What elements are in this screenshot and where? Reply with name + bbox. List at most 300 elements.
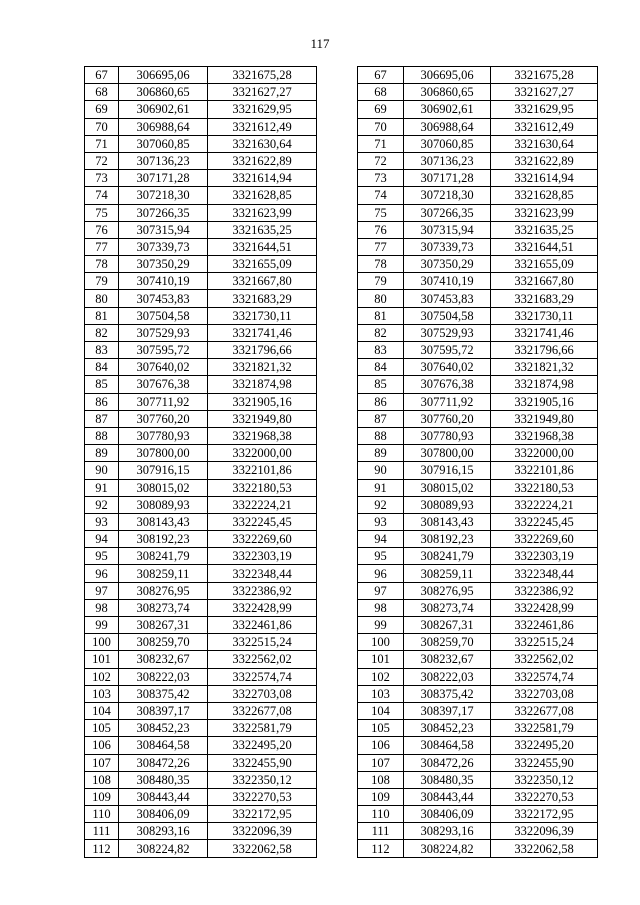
x-coordinate-cell: 308480,35 [119, 771, 208, 788]
y-coordinate-cell: 3321655,09 [491, 256, 598, 273]
point-number-cell: 111 [358, 823, 404, 840]
point-number-cell: 73 [358, 170, 404, 187]
x-coordinate-cell: 307060,85 [404, 135, 491, 152]
table-row [358, 771, 598, 788]
x-coordinate-cell: 306860,65 [119, 84, 208, 101]
x-coordinate-cell: 307315,94 [119, 221, 208, 238]
point-number-cell: 91 [85, 479, 119, 496]
table-row [358, 445, 598, 462]
y-coordinate-cell: 3322495,20 [491, 737, 598, 754]
x-coordinate-cell: 308224,82 [404, 840, 491, 857]
x-coordinate-cell: 306988,64 [404, 118, 491, 135]
table-row [358, 221, 598, 238]
table-row [85, 685, 317, 702]
y-coordinate-cell: 3322574,74 [491, 668, 598, 685]
table-row [85, 84, 317, 101]
point-number-cell: 100 [85, 634, 119, 651]
table-row [358, 754, 598, 771]
point-number-cell: 69 [85, 101, 119, 118]
point-number-cell: 110 [358, 806, 404, 823]
point-number-cell: 105 [358, 720, 404, 737]
y-coordinate-cell: 3321741,46 [491, 324, 598, 341]
table-row [358, 651, 598, 668]
x-coordinate-cell: 308375,42 [404, 685, 491, 702]
y-coordinate-cell: 3322386,92 [491, 582, 598, 599]
y-coordinate-cell: 3322180,53 [491, 479, 598, 496]
y-coordinate-cell: 3322461,86 [208, 617, 317, 634]
point-number-cell: 86 [85, 393, 119, 410]
page-number: 117 [310, 36, 330, 51]
y-coordinate-cell: 3322455,90 [208, 754, 317, 771]
table-row [85, 393, 317, 410]
point-number-cell: 98 [358, 599, 404, 616]
y-coordinate-cell: 3321667,80 [208, 273, 317, 290]
x-coordinate-cell: 308293,16 [404, 823, 491, 840]
y-coordinate-cell: 3322269,60 [491, 531, 598, 548]
x-coordinate-cell: 307136,23 [119, 152, 208, 169]
point-number-cell: 98 [85, 599, 119, 616]
x-coordinate-cell: 308406,09 [119, 806, 208, 823]
point-number-cell: 97 [358, 582, 404, 599]
point-number-cell: 83 [85, 342, 119, 359]
point-number-cell: 76 [85, 221, 119, 238]
y-coordinate-cell: 3322101,86 [491, 462, 598, 479]
y-coordinate-cell: 3322677,08 [491, 702, 598, 719]
point-number-cell: 101 [358, 651, 404, 668]
x-coordinate-cell: 308267,31 [404, 617, 491, 634]
table-row [358, 565, 598, 582]
point-number-cell: 84 [85, 359, 119, 376]
x-coordinate-cell: 307760,20 [119, 410, 208, 427]
point-number-cell: 99 [85, 617, 119, 634]
table-row [85, 462, 317, 479]
table-row [85, 720, 317, 737]
point-number-cell: 95 [358, 548, 404, 565]
table-row [358, 307, 598, 324]
x-coordinate-cell: 308375,42 [119, 685, 208, 702]
y-coordinate-cell: 3322677,08 [208, 702, 317, 719]
point-number-cell: 106 [358, 737, 404, 754]
table-row [85, 668, 317, 685]
x-coordinate-cell: 306695,06 [404, 67, 491, 84]
y-coordinate-cell: 3322348,44 [491, 565, 598, 582]
table-row [358, 668, 598, 685]
y-coordinate-cell: 3322000,00 [208, 445, 317, 462]
table-row [358, 617, 598, 634]
table-row [358, 410, 598, 427]
point-number-cell: 91 [358, 479, 404, 496]
x-coordinate-cell: 308224,82 [119, 840, 208, 857]
table-row [85, 342, 317, 359]
x-coordinate-cell: 307453,83 [404, 290, 491, 307]
table-row [358, 788, 598, 805]
point-number-cell: 67 [358, 67, 404, 84]
x-coordinate-cell: 308192,23 [119, 531, 208, 548]
y-coordinate-cell: 3321622,89 [491, 152, 598, 169]
y-coordinate-cell: 3321874,98 [491, 376, 598, 393]
x-coordinate-cell: 307410,19 [119, 273, 208, 290]
y-coordinate-cell: 3322455,90 [491, 754, 598, 771]
y-coordinate-cell: 3321796,66 [491, 342, 598, 359]
table-row [358, 359, 598, 376]
table-row [85, 359, 317, 376]
point-number-cell: 94 [358, 531, 404, 548]
x-coordinate-cell: 307711,92 [404, 393, 491, 410]
table-row [358, 170, 598, 187]
y-coordinate-cell: 3322224,21 [208, 496, 317, 513]
table-row [85, 376, 317, 393]
table-row [358, 118, 598, 135]
table-row [85, 634, 317, 651]
table-row [358, 101, 598, 118]
point-number-cell: 96 [358, 565, 404, 582]
x-coordinate-cell: 308241,79 [119, 548, 208, 565]
y-coordinate-cell: 3321683,29 [208, 290, 317, 307]
x-coordinate-cell: 307136,23 [404, 152, 491, 169]
y-coordinate-cell: 3321683,29 [491, 290, 598, 307]
y-coordinate-cell: 3322096,39 [491, 823, 598, 840]
x-coordinate-cell: 307266,35 [404, 204, 491, 221]
x-coordinate-cell: 307504,58 [404, 307, 491, 324]
point-number-cell: 90 [85, 462, 119, 479]
point-number-cell: 112 [85, 840, 119, 857]
x-coordinate-cell: 308406,09 [404, 806, 491, 823]
point-number-cell: 70 [358, 118, 404, 135]
x-coordinate-cell: 308259,70 [404, 634, 491, 651]
y-coordinate-cell: 3322096,39 [208, 823, 317, 840]
point-number-cell: 73 [85, 170, 119, 187]
table-row [358, 531, 598, 548]
table-row [85, 479, 317, 496]
point-number-cell: 112 [358, 840, 404, 857]
x-coordinate-cell: 308143,43 [404, 513, 491, 530]
y-coordinate-cell: 3322245,45 [208, 513, 317, 530]
point-number-cell: 105 [85, 720, 119, 737]
table-row [358, 840, 598, 857]
table-row [85, 238, 317, 255]
x-coordinate-cell: 308259,11 [404, 565, 491, 582]
table-row [85, 307, 317, 324]
point-number-cell: 95 [85, 548, 119, 565]
y-coordinate-cell: 3322270,53 [491, 788, 598, 805]
table-row [358, 204, 598, 221]
table-row [85, 204, 317, 221]
y-coordinate-cell: 3321612,49 [208, 118, 317, 135]
x-coordinate-cell: 307529,93 [119, 324, 208, 341]
point-number-cell: 107 [85, 754, 119, 771]
point-number-cell: 76 [358, 221, 404, 238]
y-coordinate-cell: 3321614,94 [208, 170, 317, 187]
point-number-cell: 79 [85, 273, 119, 290]
point-number-cell: 69 [358, 101, 404, 118]
x-coordinate-cell: 308464,58 [119, 737, 208, 754]
point-number-cell: 89 [358, 445, 404, 462]
table-row [358, 84, 598, 101]
y-coordinate-cell: 3322180,53 [208, 479, 317, 496]
y-coordinate-cell: 3322062,58 [208, 840, 317, 857]
y-coordinate-cell: 3321821,32 [208, 359, 317, 376]
y-coordinate-cell: 3322172,95 [491, 806, 598, 823]
y-coordinate-cell: 3322495,20 [208, 737, 317, 754]
table-row [358, 702, 598, 719]
table-row [85, 788, 317, 805]
x-coordinate-cell: 307676,38 [404, 376, 491, 393]
table-row [85, 702, 317, 719]
point-number-cell: 78 [85, 256, 119, 273]
y-coordinate-cell: 3322101,86 [208, 462, 317, 479]
x-coordinate-cell: 306902,61 [404, 101, 491, 118]
point-number-cell: 88 [85, 427, 119, 444]
x-coordinate-cell: 308232,67 [404, 651, 491, 668]
table-row [85, 806, 317, 823]
table-row [358, 290, 598, 307]
table-row [358, 634, 598, 651]
x-coordinate-cell: 307760,20 [404, 410, 491, 427]
table-row [85, 221, 317, 238]
y-coordinate-cell: 3322000,00 [491, 445, 598, 462]
y-coordinate-cell: 3322269,60 [208, 531, 317, 548]
point-number-cell: 108 [85, 771, 119, 788]
y-coordinate-cell: 3322562,02 [491, 651, 598, 668]
point-number-cell: 84 [358, 359, 404, 376]
point-number-cell: 82 [358, 324, 404, 341]
point-number-cell: 92 [85, 496, 119, 513]
y-coordinate-cell: 3322562,02 [208, 651, 317, 668]
table-row [85, 823, 317, 840]
point-number-cell: 106 [85, 737, 119, 754]
point-number-cell: 87 [85, 410, 119, 427]
x-coordinate-cell: 308276,95 [119, 582, 208, 599]
point-number-cell: 90 [358, 462, 404, 479]
y-coordinate-cell: 3321630,64 [491, 135, 598, 152]
y-coordinate-cell: 3321949,80 [491, 410, 598, 427]
point-number-cell: 97 [85, 582, 119, 599]
y-coordinate-cell: 3322703,08 [491, 685, 598, 702]
point-number-cell: 67 [85, 67, 119, 84]
x-coordinate-cell: 307640,02 [119, 359, 208, 376]
point-number-cell: 96 [85, 565, 119, 582]
table-row [358, 462, 598, 479]
y-coordinate-cell: 3321741,46 [208, 324, 317, 341]
x-coordinate-cell: 308241,79 [404, 548, 491, 565]
x-coordinate-cell: 307504,58 [119, 307, 208, 324]
y-coordinate-cell: 3322062,58 [491, 840, 598, 857]
point-number-cell: 109 [85, 788, 119, 805]
y-coordinate-cell: 3322245,45 [491, 513, 598, 530]
x-coordinate-cell: 307529,93 [404, 324, 491, 341]
point-number-cell: 109 [358, 788, 404, 805]
y-coordinate-cell: 3321627,27 [208, 84, 317, 101]
y-coordinate-cell: 3321655,09 [208, 256, 317, 273]
x-coordinate-cell: 307315,94 [404, 221, 491, 238]
table-row [358, 737, 598, 754]
y-coordinate-cell: 3321667,80 [491, 273, 598, 290]
y-coordinate-cell: 3321612,49 [491, 118, 598, 135]
table-row [358, 513, 598, 530]
table-row [358, 67, 598, 84]
x-coordinate-cell: 307339,73 [404, 238, 491, 255]
table-row [358, 256, 598, 273]
point-number-cell: 79 [358, 273, 404, 290]
y-coordinate-cell: 3322224,21 [491, 496, 598, 513]
table-row [85, 410, 317, 427]
y-coordinate-cell: 3322703,08 [208, 685, 317, 702]
x-coordinate-cell: 308472,26 [404, 754, 491, 771]
point-number-cell: 92 [358, 496, 404, 513]
table-row [358, 135, 598, 152]
x-coordinate-cell: 307266,35 [119, 204, 208, 221]
table-row [85, 427, 317, 444]
table-row [358, 685, 598, 702]
table-row [358, 324, 598, 341]
point-number-cell: 104 [85, 702, 119, 719]
x-coordinate-cell: 308452,23 [119, 720, 208, 737]
y-coordinate-cell: 3321644,51 [208, 238, 317, 255]
y-coordinate-cell: 3321627,27 [491, 84, 598, 101]
table-row [358, 496, 598, 513]
x-coordinate-cell: 307410,19 [404, 273, 491, 290]
y-coordinate-cell: 3322386,92 [208, 582, 317, 599]
table-row [85, 118, 317, 135]
point-number-cell: 72 [358, 152, 404, 169]
x-coordinate-cell: 306988,64 [119, 118, 208, 135]
x-coordinate-cell: 308222,03 [404, 668, 491, 685]
y-coordinate-cell: 3322428,99 [491, 599, 598, 616]
x-coordinate-cell: 307676,38 [119, 376, 208, 393]
x-coordinate-cell: 307916,15 [119, 462, 208, 479]
y-coordinate-cell: 3322574,74 [208, 668, 317, 685]
x-coordinate-cell: 307218,30 [119, 187, 208, 204]
x-coordinate-cell: 307218,30 [404, 187, 491, 204]
point-number-cell: 88 [358, 427, 404, 444]
point-number-cell: 83 [358, 342, 404, 359]
y-coordinate-cell: 3321968,38 [491, 427, 598, 444]
table-row [85, 101, 317, 118]
y-coordinate-cell: 3321949,80 [208, 410, 317, 427]
point-number-cell: 102 [358, 668, 404, 685]
table-row [358, 806, 598, 823]
x-coordinate-cell: 307453,83 [119, 290, 208, 307]
y-coordinate-cell: 3321874,98 [208, 376, 317, 393]
x-coordinate-cell: 308015,02 [404, 479, 491, 496]
x-coordinate-cell: 307780,93 [404, 427, 491, 444]
x-coordinate-cell: 308267,31 [119, 617, 208, 634]
y-coordinate-cell: 3321623,99 [208, 204, 317, 221]
x-coordinate-cell: 307171,28 [119, 170, 208, 187]
y-coordinate-cell: 3322515,24 [491, 634, 598, 651]
point-number-cell: 99 [358, 617, 404, 634]
point-number-cell: 89 [85, 445, 119, 462]
x-coordinate-cell: 307640,02 [404, 359, 491, 376]
x-coordinate-cell: 308089,93 [404, 496, 491, 513]
x-coordinate-cell: 308397,17 [404, 702, 491, 719]
y-coordinate-cell: 3321630,64 [208, 135, 317, 152]
table-row [358, 152, 598, 169]
y-coordinate-cell: 3321905,16 [491, 393, 598, 410]
y-coordinate-cell: 3321629,95 [491, 101, 598, 118]
x-coordinate-cell: 308464,58 [404, 737, 491, 754]
table-row [85, 582, 317, 599]
point-number-cell: 68 [358, 84, 404, 101]
y-coordinate-cell: 3322270,53 [208, 788, 317, 805]
y-coordinate-cell: 3322515,24 [208, 634, 317, 651]
point-number-cell: 68 [85, 84, 119, 101]
coordinates-table-right [357, 66, 598, 858]
table-row [358, 479, 598, 496]
x-coordinate-cell: 308273,74 [404, 599, 491, 616]
x-coordinate-cell: 306860,65 [404, 84, 491, 101]
point-number-cell: 77 [85, 238, 119, 255]
y-coordinate-cell: 3321629,95 [208, 101, 317, 118]
x-coordinate-cell: 308443,44 [404, 788, 491, 805]
point-number-cell: 74 [358, 187, 404, 204]
table-row [358, 273, 598, 290]
table-row [85, 273, 317, 290]
y-coordinate-cell: 3321635,25 [491, 221, 598, 238]
x-coordinate-cell: 308276,95 [404, 582, 491, 599]
point-number-cell: 78 [358, 256, 404, 273]
table-row [358, 342, 598, 359]
y-coordinate-cell: 3321796,66 [208, 342, 317, 359]
table-row [85, 67, 317, 84]
y-coordinate-cell: 3322348,44 [208, 565, 317, 582]
table-row [85, 548, 317, 565]
table-row [85, 496, 317, 513]
point-number-cell: 80 [358, 290, 404, 307]
y-coordinate-cell: 3321635,25 [208, 221, 317, 238]
table-row [85, 651, 317, 668]
y-coordinate-cell: 3321623,99 [491, 204, 598, 221]
point-number-cell: 86 [358, 393, 404, 410]
x-coordinate-cell: 308015,02 [119, 479, 208, 496]
x-coordinate-cell: 307595,72 [404, 342, 491, 359]
y-coordinate-cell: 3321675,28 [208, 67, 317, 84]
table-row [358, 376, 598, 393]
y-coordinate-cell: 3322172,95 [208, 806, 317, 823]
x-coordinate-cell: 307339,73 [119, 238, 208, 255]
point-number-cell: 82 [85, 324, 119, 341]
table-row [358, 720, 598, 737]
coordinates-table-left [84, 66, 317, 858]
point-number-cell: 74 [85, 187, 119, 204]
point-number-cell: 108 [358, 771, 404, 788]
x-coordinate-cell: 307350,29 [404, 256, 491, 273]
y-coordinate-cell: 3322303,19 [208, 548, 317, 565]
x-coordinate-cell: 308293,16 [119, 823, 208, 840]
point-number-cell: 100 [358, 634, 404, 651]
table-row [358, 393, 598, 410]
point-number-cell: 75 [358, 204, 404, 221]
table-row [85, 531, 317, 548]
x-coordinate-cell: 307780,93 [119, 427, 208, 444]
x-coordinate-cell: 308472,26 [119, 754, 208, 771]
point-number-cell: 81 [85, 307, 119, 324]
x-coordinate-cell: 306902,61 [119, 101, 208, 118]
point-number-cell: 104 [358, 702, 404, 719]
x-coordinate-cell: 308273,74 [119, 599, 208, 616]
point-number-cell: 93 [358, 513, 404, 530]
table-row [85, 513, 317, 530]
y-coordinate-cell: 3322581,79 [491, 720, 598, 737]
y-coordinate-cell: 3322350,12 [491, 771, 598, 788]
y-coordinate-cell: 3322461,86 [491, 617, 598, 634]
x-coordinate-cell: 307800,00 [404, 445, 491, 462]
point-number-cell: 81 [358, 307, 404, 324]
table-row [85, 565, 317, 582]
point-number-cell: 71 [358, 135, 404, 152]
point-number-cell: 75 [85, 204, 119, 221]
table-row [85, 256, 317, 273]
